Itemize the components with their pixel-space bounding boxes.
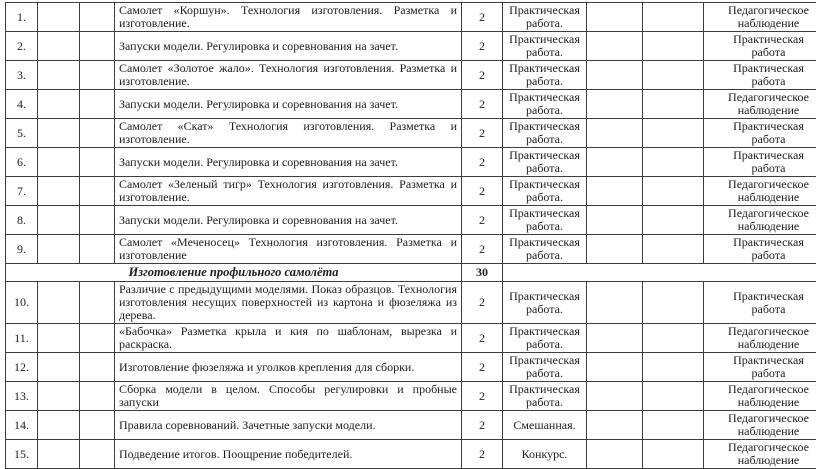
empty-cell-b — [80, 411, 115, 440]
empty-cell-a — [38, 90, 80, 119]
empty-cell-c — [587, 61, 643, 90]
lesson-form-cell: Практическая работа. — [503, 324, 587, 353]
control-form-cell: Педагогическое наблюдение — [704, 440, 816, 469]
empty-cell-c — [587, 206, 643, 235]
table-row — [6, 282, 816, 324]
section-title-cell: Изготовление профильного самолёта — [6, 264, 462, 282]
empty-cell-c — [587, 282, 643, 324]
table-row — [6, 440, 816, 469]
empty-cell-a — [38, 324, 80, 353]
empty-cell-a — [38, 440, 80, 469]
control-form-cell: Практическая работа — [704, 148, 816, 177]
empty-cell-a — [38, 119, 80, 148]
lesson-form-cell: Практическая работа. — [503, 119, 587, 148]
table-row — [6, 3, 816, 32]
topic-cell: Сборка модели в целом. Способы регулировки и пробные запуски — [115, 382, 462, 411]
empty-cell-b — [80, 206, 115, 235]
table-row — [6, 382, 816, 411]
empty-cell-b — [80, 32, 115, 61]
lesson-form-cell: Практическая работа. — [503, 32, 587, 61]
row-number-cell: 11. — [6, 324, 38, 353]
hours-cell: 2 — [462, 235, 503, 264]
table-row — [6, 206, 816, 235]
empty-cell-b — [80, 61, 115, 90]
empty-cell-a — [38, 3, 80, 32]
empty-cell-d — [643, 32, 704, 61]
empty-cell-a — [38, 177, 80, 206]
table-row — [6, 119, 816, 148]
empty-cell-d — [643, 235, 704, 264]
section-row — [6, 264, 816, 282]
row-number-cell: 12. — [6, 353, 38, 382]
empty-cell-b — [80, 3, 115, 32]
empty-cell-c — [587, 235, 643, 264]
topic-cell: Запуски модели. Регулировка и соревнования на зачет. — [115, 32, 462, 61]
empty-cell-c — [587, 119, 643, 148]
hours-cell: 2 — [462, 148, 503, 177]
empty-cell-b — [80, 353, 115, 382]
lesson-form-cell: Практическая работа. — [503, 235, 587, 264]
row-number-cell: 3. — [6, 61, 38, 90]
topic-cell: Самолет «Коршун». Технология изготовления. Разметка и изготовление. — [115, 3, 462, 32]
table-row — [6, 411, 816, 440]
row-number-cell: 2. — [6, 32, 38, 61]
table-row — [6, 353, 816, 382]
control-form-cell: Педагогическое наблюдение — [704, 324, 816, 353]
hours-cell: 2 — [462, 90, 503, 119]
topic-cell: «Бабочка» Разметка крыла и кия по шаблонам, вырезка и раскраска. — [115, 324, 462, 353]
empty-cell-c — [587, 148, 643, 177]
lesson-form-cell: Смешанная. — [503, 411, 587, 440]
schedule-table-body — [6, 3, 816, 469]
table-row — [6, 90, 816, 119]
empty-cell-a — [38, 235, 80, 264]
row-number-cell: 6. — [6, 148, 38, 177]
empty-cell-a — [38, 411, 80, 440]
empty-cell-d — [643, 440, 704, 469]
empty-cell-d — [643, 61, 704, 90]
empty-cell-a — [38, 382, 80, 411]
control-form-cell: Педагогическое наблюдение — [704, 411, 816, 440]
row-number-cell: 8. — [6, 206, 38, 235]
control-form-cell: Педагогическое наблюдение — [704, 382, 816, 411]
hours-cell: 2 — [462, 411, 503, 440]
hours-cell: 2 — [462, 177, 503, 206]
lesson-form-cell: Практическая работа. — [503, 353, 587, 382]
hours-cell: 2 — [462, 61, 503, 90]
empty-cell-a — [38, 353, 80, 382]
table-row — [6, 235, 816, 264]
hours-cell: 2 — [462, 440, 503, 469]
topic-cell: Правила соревнований. Зачетные запуски модели. — [115, 411, 462, 440]
hours-cell: 2 — [462, 353, 503, 382]
empty-cell-d — [643, 119, 704, 148]
empty-cell-d — [643, 353, 704, 382]
control-form-cell: Практическая работа — [704, 235, 816, 264]
empty-cell-c — [587, 177, 643, 206]
empty-cell-c — [587, 353, 643, 382]
lesson-form-cell: Практическая работа. — [503, 177, 587, 206]
empty-cell-b — [80, 324, 115, 353]
row-number-cell: 4. — [6, 90, 38, 119]
table-row — [6, 324, 816, 353]
empty-cell-c — [587, 324, 643, 353]
hours-cell: 2 — [462, 324, 503, 353]
control-form-cell: Педагогическое наблюдение — [704, 3, 816, 32]
empty-cell-d — [643, 206, 704, 235]
topic-cell: Запуски модели. Регулировка и соревнования на зачет. — [115, 90, 462, 119]
lesson-form-cell: Практическая работа. — [503, 90, 587, 119]
empty-cell-b — [80, 148, 115, 177]
section-hours-cell: 30 — [462, 264, 503, 282]
table-row — [6, 61, 816, 90]
table-row — [6, 177, 816, 206]
control-form-cell: Практическая работа — [704, 282, 816, 324]
empty-cell-a — [38, 148, 80, 177]
empty-cell-b — [80, 382, 115, 411]
empty-cell-d — [643, 177, 704, 206]
empty-cell-c — [587, 3, 643, 32]
empty-cell-c — [587, 382, 643, 411]
empty-cell-d — [643, 411, 704, 440]
control-form-cell: Педагогическое наблюдение — [704, 206, 816, 235]
control-form-cell: Педагогическое наблюдение — [704, 177, 816, 206]
empty-cell-c — [587, 90, 643, 119]
control-form-cell: Практическая работа — [704, 119, 816, 148]
empty-cell-d — [643, 382, 704, 411]
table-row — [6, 32, 816, 61]
empty-cell-c — [587, 440, 643, 469]
empty-cell-a — [38, 282, 80, 324]
row-number-cell: 13. — [6, 382, 38, 411]
empty-cell-b — [80, 90, 115, 119]
empty-cell-d — [643, 324, 704, 353]
row-number-cell: 15. — [6, 440, 38, 469]
empty-cell-b — [80, 119, 115, 148]
control-form-cell: Практическая работа — [704, 32, 816, 61]
lesson-form-cell: Практическая работа. — [503, 282, 587, 324]
lesson-form-cell: Практическая работа. — [503, 148, 587, 177]
topic-cell: Подведение итогов. Поощрение победителей. — [115, 440, 462, 469]
empty-cell-a — [38, 61, 80, 90]
topic-cell: Самолет «Золотое жало». Технология изготовления. Разметка и изготовление. — [115, 61, 462, 90]
row-number-cell: 1. — [6, 3, 38, 32]
lesson-form-cell: Практическая работа. — [503, 3, 587, 32]
lesson-form-cell: Конкурс. — [503, 440, 587, 469]
hours-cell: 2 — [462, 119, 503, 148]
empty-cell-d — [643, 3, 704, 32]
empty-cell-d — [643, 282, 704, 324]
empty-cell-d — [643, 90, 704, 119]
row-number-cell: 10. — [6, 282, 38, 324]
empty-cell-b — [80, 440, 115, 469]
hours-cell: 2 — [462, 32, 503, 61]
topic-cell: Самолет «Меченосец» Технология изготовления. Разметка и изготовление — [115, 235, 462, 264]
document-sheet — [5, 2, 816, 469]
hours-cell: 2 — [462, 206, 503, 235]
empty-cell-c — [587, 32, 643, 61]
topic-cell: Изготовление фюзеляжа и уголков крепления для сборки. — [115, 353, 462, 382]
section-empty-cell — [503, 264, 816, 282]
control-form-cell: Практическая работа — [704, 353, 816, 382]
hours-cell: 2 — [462, 382, 503, 411]
row-number-cell: 9. — [6, 235, 38, 264]
hours-cell: 2 — [462, 282, 503, 324]
empty-cell-a — [38, 206, 80, 235]
topic-cell: Самолет «Зеленый тигр» Технология изготовления. Разметка и изготовление. — [115, 177, 462, 206]
row-number-cell: 14. — [6, 411, 38, 440]
empty-cell-b — [80, 177, 115, 206]
row-number-cell: 7. — [6, 177, 38, 206]
schedule-table — [5, 2, 816, 469]
row-number-cell: 5. — [6, 119, 38, 148]
control-form-cell: Практическая работа — [704, 61, 816, 90]
topic-cell: Запуски модели. Регулировка и соревнования на зачет. — [115, 206, 462, 235]
empty-cell-d — [643, 148, 704, 177]
table-row — [6, 148, 816, 177]
lesson-form-cell: Практическая работа. — [503, 61, 587, 90]
empty-cell-b — [80, 282, 115, 324]
empty-cell-b — [80, 235, 115, 264]
empty-cell-c — [587, 411, 643, 440]
lesson-form-cell: Практическая работа. — [503, 206, 587, 235]
control-form-cell: Педагогическое наблюдение — [704, 90, 816, 119]
topic-cell: Различие с предыдущими моделями. Показ образцов. Технология изготовления несущих поверхностей из картона и фюзеляжа из дерева. — [115, 282, 462, 324]
lesson-form-cell: Практическая работа. — [503, 382, 587, 411]
empty-cell-a — [38, 32, 80, 61]
topic-cell: Самолет «Скат» Технология изготовления. Разметка и изготовление. — [115, 119, 462, 148]
hours-cell: 2 — [462, 3, 503, 32]
topic-cell: Запуски модели. Регулировка и соревнования на зачет. — [115, 148, 462, 177]
